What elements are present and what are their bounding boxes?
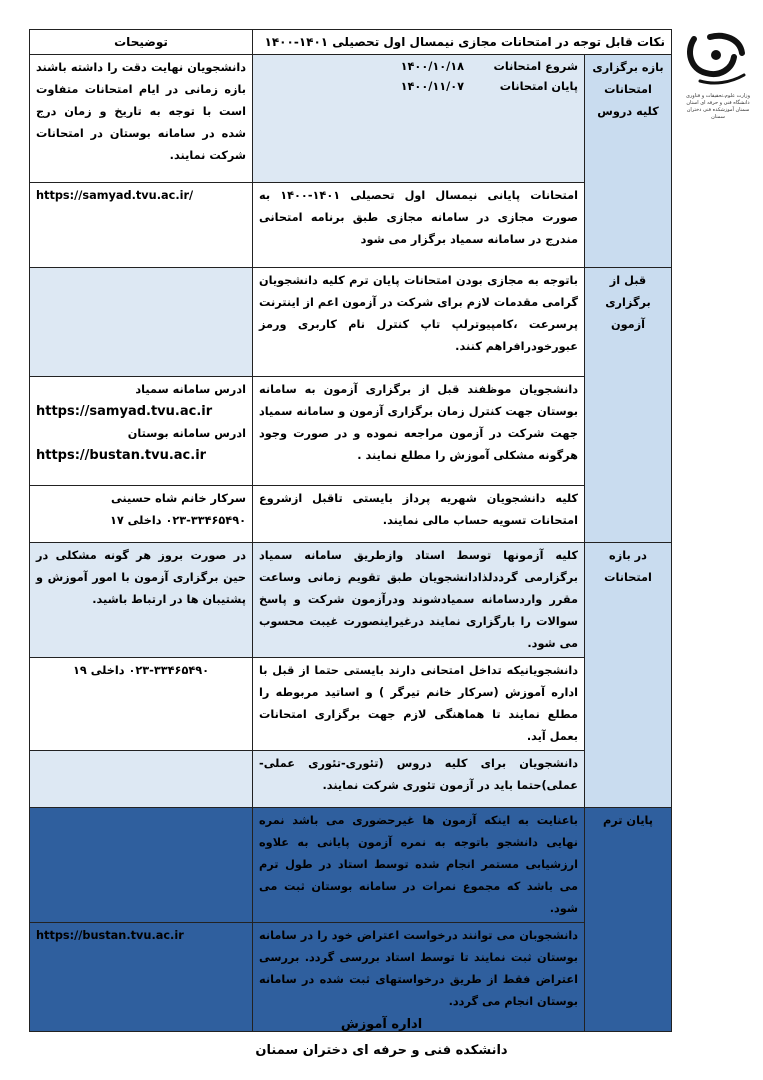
objection-note: دانشجوبان می توانند درخواست اعتراض خود را در سامانه بوستان ثبت نمایند تا توسط استاد بررسی گردد. بررسی اعتراض فقط از طریق درخواستهای ثبت شده در سامانه بوستان انجام می گردد. [253,923,585,1032]
table-row [30,658,672,751]
table-row [30,808,672,923]
support-note: در صورت بروز هر گونه مشکلی در حین برگزاری آزمون با امور آموزش و پشتیبان ها در ارتباط باشید. [30,543,253,658]
bustan-address-label: ادرس سامانه بوستان [127,427,246,440]
systems-check-note: دانشجویان موظفند قبل از برگزاری آزمون به سامانه بوستان جهت کنترل زمان برگزاری آزمون و سامانه سمیاد جهت شرکت در آزمون مراجعه نموده و در صورت وجود هرگونه مشکلی آموزش را مطلع نمایند . [253,377,585,486]
logo-emblem-icon [680,29,756,87]
description-column-header: توضیحات [30,30,253,55]
final-grade-desc [30,808,253,923]
table-row [30,183,672,268]
table-row [30,486,672,543]
exam-conflict-note: دانشجویانیکه تداخل امتحانی دارند بایستی حتما از قبل با اداره آموزش (سرکار خانم تیرگر ) و اساتید مربوطه را مطلع نمایند تا هماهنگی لازم جهت برگزاری امتحانات بعمل آید. [253,658,585,751]
start-date: ۱۴۰۰/۱۰/۱۸ [400,60,465,73]
college-logo [680,29,756,120]
preparation-note: باتوجه به مجازی بودن امتحانات پایان ترم کلیه دانشجویان گرامی مقدمات لازم برای شرکت در آزمون اعم از اینترنت پرسرعت ،کامپیوترلپ تاپ کنترل نام کاربری ورمز عبورخودرافراهم کنند. [253,268,585,377]
preparation-desc [30,268,253,377]
tuition-note: کلیه دانشجویان شهریه پرداز بایستی تاقبل ازشروع امتحانات تسویه حساب مالی نمایند. [253,486,585,543]
end-date: ۱۴۰۰/۱۱/۰۷ [400,80,465,93]
footer-signature [0,1012,763,1064]
category-end-of-term: پایان ترم [585,808,672,1032]
table-title: نکات قابل توجه در امتحانات مجازی نیمسال اول تحصیلی ۱۴۰۱-۱۴۰۰ [253,30,672,55]
final-grade-note: باعنایت به اینکه آزمون ها غیرحضوری می باشد نمره نهایی دانشجو باتوجه به نمره آزمون پایانی به علاوه ارزشیابی مستمر انجام شده توسط استاد در طول ترم می باشد که مجموع نمرات در سامانه بوستان ثبت می شود. [253,808,585,923]
samyad-exam-note: کلیه آزمونها توسط استاد وازطریق سامانه سمیاد برگزارمی گرددلذادانشجویان طبق تقویم زمانی وساعت مقرر واردسامانه سمیادشوند ودرآزمون شرکت و پاسخ سوالات را بارگزاری نمایند درغیراینصورت غیبت محسوب می شود. [253,543,585,658]
theory-exam-note: دانشجویان برای کلیه دروس (تئوری-تئوری عملی-عملی)حتما باید در آزمون تئوری شرکت نمایند. [253,751,585,808]
footer-office: اداره آموزش [340,1017,423,1032]
finance-contact-phone: ۰۲۳-۳۳۴۶۵۴۹۰ داخلی ۱۷ [109,514,246,527]
footer-college: دانشکده فنی و حرفه ای دختران سمنان [255,1043,508,1058]
samyad-address-link[interactable]: https://samyad.tvu.ac.ir [36,404,213,419]
education-office-phone: ۰۲۳-۳۳۴۶۵۴۹۰ داخلی ۱۹ [30,658,253,751]
category-before-exam: قبل از برگزاری آزمون [585,268,672,543]
bustan-address-link[interactable]: https://bustan.tvu.ac.ir [36,448,207,463]
logo-caption: وزارت علوم،تحقیقات و فناوری دانشگاه فنی و حرفه ای استان سمنان آموزشکده فنی دختران سمنان [685,93,751,120]
samyad-address-label: ادرس سامانه سمیاد [135,383,246,396]
category-exam-period: بازه برگزاری امتحانات کلیه دروس [585,55,672,268]
exam-dates-cell [253,55,585,183]
exam-notes-table [29,29,672,1032]
finance-contact-name: سرکار خانم شاه حسینی [110,492,246,505]
exam-period-note: دانشجویان نهایت دقت را داشته باشند بازه زمانی در ایام امتحانات متفاوت است با توجه به تاریخ و زمان درج شده در سامانه بوستان در امتحانات شرکت نمایند. [30,55,253,183]
theory-exam-desc [30,751,253,808]
table-row [30,377,672,486]
bustan-objection-link[interactable]: https://bustan.tvu.ac.ir [30,923,253,1032]
table-row [30,543,672,658]
table-header-row [30,30,672,55]
table-row [30,268,672,377]
category-during-exams: در بازه امتحانات [585,543,672,808]
table-row [30,751,672,808]
table-row [30,55,672,183]
samyad-link[interactable]: https://samyad.tvu.ac.ir/ [30,183,253,268]
virtual-exam-note: امتحانات پایانی نیمسال اول تحصیلی ۱۴۰۱-۱۴۰۰ به صورت مجازی در سامانه مجازی طبق برنامه امتحانی مندرج در سامانه سمیاد برگزار می شود [253,183,585,268]
start-label: شروع امتحانات [493,60,578,73]
finance-contact [30,486,253,543]
systems-addresses [30,377,253,486]
end-label: پایان امتحانات [499,80,578,93]
